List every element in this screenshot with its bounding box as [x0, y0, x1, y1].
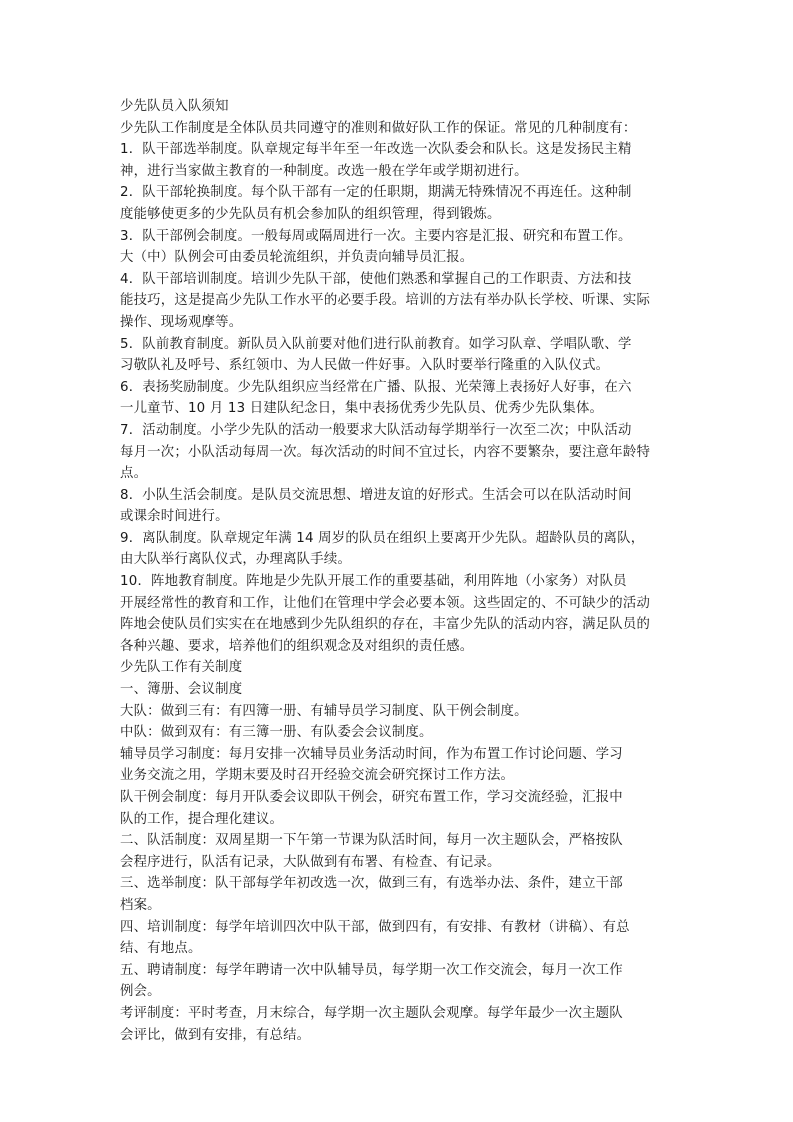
- paragraph-line: 会评比，做到有安排，有总结。: [120, 1027, 311, 1043]
- paragraph-line: 二、队活制度：双周星期一下午第一节课为队活时间，每月一次主题队会，严格按队: [120, 833, 623, 849]
- document-body: [120, 96, 680, 1046]
- paragraph-line: 队的工作，提合理化建议。: [120, 811, 284, 827]
- paragraph-line: 由大队举行离队仪式，办理离队手续。: [120, 552, 352, 568]
- paragraph-line: 五、聘请制度：每学年聘请一次中队辅导员，每学期一次工作交流会，每月一次工作: [120, 962, 623, 978]
- paragraph-line: 例会。: [120, 984, 161, 1000]
- paragraph-line: 3．队干部例会制度。一般每周或隔周进行一次。主要内容是汇报、研究和布置工作。: [120, 228, 632, 244]
- paragraph-line: 考评制度：平时考查，月末综合，每学期一次主题队会观摩。每学年最少一次主题队: [120, 1005, 623, 1021]
- paragraph-line: 2．队干部轮换制度。每个队干部有一定的任职期，期满无特殊情况不再连任。这种制: [120, 185, 632, 201]
- paragraph-line: 点。: [120, 466, 148, 482]
- paragraph-line: 操作、现场观摩等。: [120, 314, 243, 330]
- paragraph-line: 大（中）队例会可由委员轮流组织，并负责向辅导员汇报。: [120, 250, 474, 266]
- paragraph-line: 每月一次；小队活动每周一次。每次活动的时间不宜过长，内容不要繁杂，要注意年龄特: [120, 444, 651, 460]
- paragraph-line: 队干例会制度：每月开队委会议即队干例会，研究布置工作，学习交流经验，汇报中: [120, 790, 623, 805]
- paragraph-line: 能技巧，这是提高少先队工作水平的必要手段。培训的方法有举办队长学校、听课、实际: [120, 293, 651, 309]
- paragraph-line: 度能够使更多的少先队员有机会参加队的组织管理，得到锻炼。: [120, 206, 501, 222]
- paragraph-line: 4．队干部培训制度。培训少先队干部，使他们熟悉和掌握自己的工作职责、方法和技: [120, 271, 632, 287]
- paragraph-line: 各种兴趣、要求，培养他们的组织观念及对组织的责任感。: [120, 638, 474, 654]
- paragraph-line: 开展经常性的教育和工作，让他们在管理中学会必要本领。这些固定的、不可缺少的活动: [120, 595, 651, 611]
- paragraph-line: 阵地会使队员们实实在在地感到少先队组织的存在，丰富少先队的活动内容，满足队员的: [120, 617, 651, 633]
- paragraph-line: 习敬队礼及呼号、系红领巾、为人民做一件好事。入队时要举行隆重的入队仪式。: [120, 358, 610, 374]
- paragraph-line: 辅导员学习制度：每月安排一次辅导员业务活动时间，作为布置工作讨论问题、学习: [120, 746, 623, 762]
- paragraph-line: 8．小队生活会制度。是队员交流思想、增进友谊的好形式。生活会可以在队活动时间: [120, 487, 632, 503]
- paragraph-line: 三、选举制度：队干部每学年初改选一次，做到三有，有选举办法、条件，建立干部: [120, 876, 623, 892]
- paragraph-line: 会程序进行，队活有记录，大队做到有布署、有检查、有记录。: [120, 854, 501, 870]
- paragraph-line: 结、有地点。: [120, 941, 202, 957]
- paragraph-line: 7．活动制度。小学少先队的活动一般要求大队活动每学期举行一次至二次；中队活动: [120, 422, 632, 438]
- paragraph-line: 9．离队制度。队章规定年满 14 周岁的队员在组织上要离开少先队。超龄队员的离队，: [120, 530, 645, 546]
- paragraph-line: 或课余时间进行。: [120, 509, 229, 525]
- section-heading: 少先队工作有关制度: [120, 660, 243, 676]
- paragraph-line: 少先队工作制度是全体队员共同遵守的准则和做好队工作的保证。常见的几种制度有：: [120, 120, 637, 136]
- paragraph-line: 大队：做到三有：有四簿一册、有辅导员学习制度、队干例会制度。: [120, 703, 528, 719]
- paragraph-line: 档案。: [120, 897, 161, 913]
- paragraph-line: 1．队干部选举制度。队章规定每半年至一年改选一次队委会和队长。这是发扬民主精: [120, 142, 632, 158]
- paragraph-line: 神，进行当家做主教育的一种制度。改选一般在学年或学期初进行。: [120, 163, 528, 179]
- paragraph-line: 10．阵地教育制度。阵地是少先队开展工作的重要基础，利用阵地（小家务）对队员: [120, 574, 627, 590]
- document-title: 少先队员入队须知: [120, 99, 229, 114]
- paragraph-line: 中队：做到双有：有三簿一册、有队委会会议制度。: [120, 725, 433, 741]
- paragraph-line: 四、培训制度：每学年培训四次中队干部，做到四有，有安排、有教材（讲稿）、有总: [120, 919, 630, 935]
- section-subheading: 一、簿册、会议制度: [120, 682, 243, 698]
- paragraph-line: 业务交流之用，学期末要及时召开经验交流会研究探讨工作方法。: [120, 768, 515, 784]
- paragraph-line: 5．队前教育制度。新队员入队前要对他们进行队前教育。如学习队章、学唱队歌、学: [120, 336, 632, 352]
- paragraph-line: 一儿童节、10 月 13 日建队纪念日，集中表扬优秀少先队员、优秀少先队集体。: [120, 401, 604, 417]
- paragraph-line: 6．表扬奖励制度。少先队组织应当经常在广播、队报、光荣簿上表扬好人好事，在六: [120, 379, 632, 395]
